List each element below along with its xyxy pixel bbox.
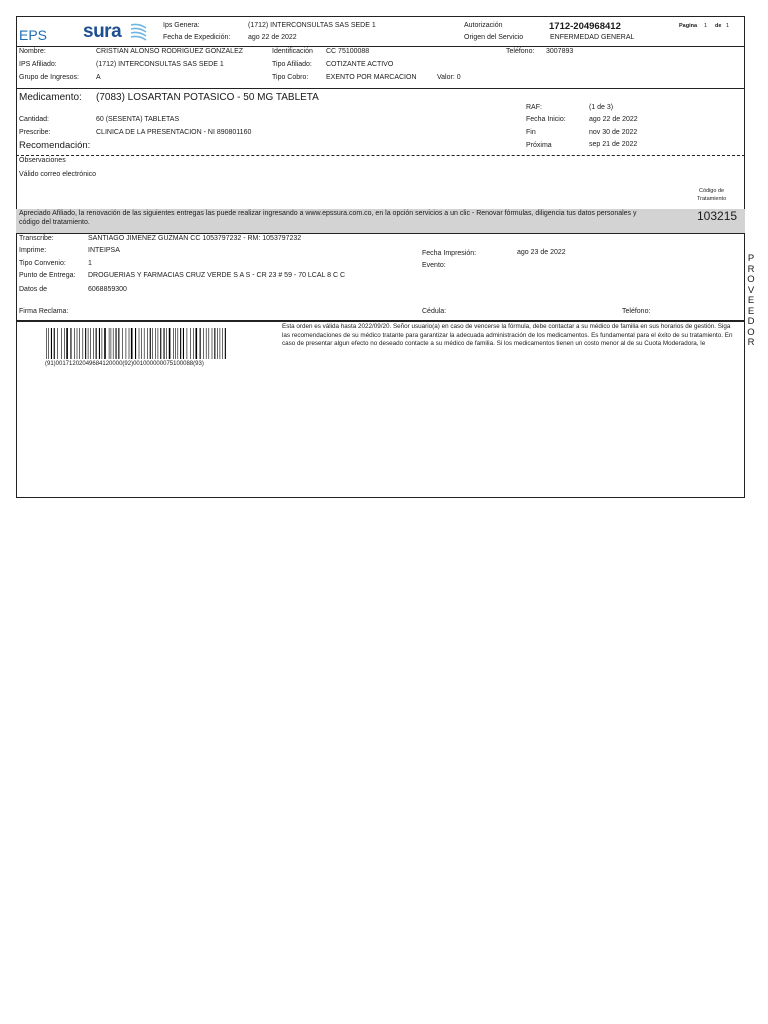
- barcode-bar: [93, 328, 94, 359]
- divider: [16, 46, 745, 47]
- barcode-bar: [64, 328, 65, 359]
- barcode-bar: [217, 328, 218, 359]
- barcode-bar: [141, 328, 142, 359]
- nombre-label: Nombre:: [19, 48, 46, 55]
- barcode-bar: [77, 328, 78, 359]
- barcode-bar: [111, 328, 112, 359]
- datos-label: Datos de: [19, 286, 48, 293]
- barcode-bar: [150, 328, 151, 359]
- barcode-text: (91)00171202049684120000(92)001000000075100088(93): [45, 361, 204, 367]
- cedula-label: Cédula:: [422, 308, 447, 315]
- barcode-bar: [57, 328, 58, 359]
- barcode-bar: [135, 328, 136, 359]
- barcode-bar: [96, 328, 97, 359]
- proxima-label: Próxima: [526, 142, 552, 149]
- divider: [16, 88, 745, 89]
- barcode-bar: [158, 328, 159, 359]
- barcode-bar: [178, 328, 179, 359]
- renewal-notice-line2: código del tratamiento.: [19, 219, 90, 226]
- barcode-bar: [203, 328, 204, 359]
- side-letter: D: [747, 316, 755, 327]
- eps-logo: EPS: [19, 27, 48, 43]
- barcode-bar: [180, 328, 181, 359]
- barcode-bar: [209, 328, 210, 359]
- barcode-bar: [212, 328, 213, 359]
- ips-genera-label: Ips Genera:: [163, 22, 200, 29]
- codigo-tratamiento-label: Tratamiento: [697, 196, 727, 202]
- divider: [16, 320, 745, 322]
- prescribe-label: Prescribe:: [19, 129, 51, 136]
- tipo-afiliado-label: Tipo Afiliado:: [272, 61, 312, 68]
- proveedor-vertical-label: [746, 254, 756, 349]
- origen-label: Origen del Servicio: [464, 34, 524, 41]
- barcode-bar: [144, 328, 145, 359]
- imprime-label: Imprime:: [19, 247, 47, 254]
- recomendacion-label: Recomendación:: [19, 140, 91, 151]
- medicamento-label: Medicamento:: [19, 92, 82, 103]
- fecha-inicio-value: ago 22 de 2022: [589, 116, 638, 123]
- cantidad-value: 60 (SESENTA) TABLETAS: [96, 116, 180, 123]
- barcode-bar: [200, 328, 201, 359]
- sura-wave-icon: [130, 22, 148, 42]
- pagina-total: 1: [726, 23, 730, 29]
- codigo-tratamiento-label: Código de: [699, 188, 725, 194]
- fecha-impresion-value: ago 23 de 2022: [517, 249, 566, 256]
- medicamento-value: (7083) LOSARTAN POTASICO - 50 MG TABLETA: [96, 92, 319, 103]
- tipo-convenio-label: Tipo Convenio:: [19, 260, 66, 267]
- observaciones-text: Válido correo electrónico: [19, 171, 97, 178]
- tipo-cobro-label: Tipo Cobro:: [272, 74, 309, 81]
- pagina-label: Pagina: [679, 23, 698, 29]
- tipo-convenio-value: 1: [88, 260, 92, 267]
- barcode-bar: [66, 328, 68, 359]
- barcode-bar: [79, 328, 80, 359]
- barcode-bar: [214, 328, 215, 359]
- fecha-expedicion-value: ago 22 de 2022: [248, 34, 297, 41]
- barcode-bar: [54, 328, 55, 359]
- nombre-value: CRISTIAN ALONSO RODRIGUEZ GONZALEZ: [96, 48, 244, 55]
- barcode-bar: [118, 328, 119, 359]
- barcode-bar: [61, 328, 62, 359]
- barcode-bar: [175, 328, 176, 359]
- fin-label: Fin: [526, 129, 536, 136]
- valor-label: Valor: 0: [437, 74, 461, 81]
- tipo-cobro-value: EXENTO POR MARCACION: [326, 74, 417, 81]
- barcode-bar: [173, 328, 174, 359]
- barcode-bar: [74, 328, 75, 359]
- punto-entrega-value: DROGUERIAS Y FARMACIAS CRUZ VERDE S A S - CR 23 # 59 - 70 LCAL 8 C C: [88, 272, 346, 279]
- barcode-bar: [196, 328, 198, 359]
- barcode-bar: [104, 328, 106, 359]
- barcode-bar: [187, 328, 188, 359]
- barcode-bar: [206, 328, 207, 359]
- ips-afiliado-label: IPS Afiliado:: [19, 61, 57, 68]
- autorizacion-number: 1712-204968412: [549, 21, 621, 32]
- firma-reclama-label: Firma Reclama:: [19, 308, 69, 315]
- punto-entrega-label: Punto de Entrega:: [19, 272, 76, 279]
- fecha-expedicion-label: Fecha de Expedición:: [163, 34, 231, 41]
- dashed-divider: [16, 155, 745, 156]
- barcode-bar: [225, 328, 226, 359]
- cantidad-label: Cantidad:: [19, 116, 49, 123]
- identificacion-label: Identificación: [272, 48, 313, 55]
- barcode-bar: [70, 328, 71, 359]
- tipo-afiliado-value: COTIZANTE ACTIVO: [326, 61, 394, 68]
- validity-note: Esta orden es válida hasta 2022/09/20. Señor usuario(a) en caso de vencerse la fórmula, debe contactar a su médico de familia en sus horarios de gestión. Siga las recomendaciones de su médico tratante para garantizar la adecuada administración de los medicamentos. Es fundamental para el éxito de su tratamiento. En caso de presentar algun efecto no deseado contacte a su médico de familia. Si los medicamentos tienen un costo menor al de su Cuota Moderadora, le: [282, 323, 733, 348]
- side-letter: V: [747, 284, 755, 296]
- barcode-bar: [183, 328, 184, 359]
- side-letter: R: [747, 337, 755, 348]
- side-letter: E: [747, 295, 755, 306]
- side-letter: P: [747, 253, 755, 264]
- side-letter: E: [747, 305, 755, 317]
- barcode-bar: [147, 328, 148, 359]
- side-letter: R: [747, 263, 755, 275]
- barcode-bar: [48, 328, 49, 359]
- barcode-bar: [102, 328, 103, 359]
- observaciones-label: Observaciones: [19, 157, 66, 164]
- renewal-notice-line1: Apreciado Afiliado, la renovación de las siguientes entregas las puede realizar ingresando a www.epssura.com.co, en la opción servicios a un clic - Renovar fórmulas, diligencia tus datos personales y: [19, 210, 637, 217]
- barcode-bar: [193, 328, 194, 359]
- barcode-bar: [116, 328, 117, 359]
- barcode-bar: [46, 328, 47, 359]
- imprime-value: INTEIPSA: [88, 247, 120, 254]
- side-letter: O: [747, 326, 755, 338]
- autorizacion-label: Autorización: [464, 22, 503, 29]
- barcode-bar: [129, 328, 130, 359]
- ips-genera-value: (1712) INTERCONSULTAS SAS SEDE 1: [248, 22, 376, 29]
- telefono-reclama-label: Teléfono:: [622, 308, 651, 315]
- proxima-value: sep 21 de 2022: [589, 141, 638, 148]
- side-letter: O: [747, 274, 755, 285]
- barcode-bar: [139, 328, 140, 359]
- barcode-bar: [160, 328, 161, 359]
- raf-label: RAF:: [526, 104, 542, 111]
- origen-value: ENFERMEDAD GENERAL: [550, 34, 635, 41]
- codigo-tratamiento-value: 103215: [697, 209, 738, 223]
- transcribe-value: SANTIAGO JIMENEZ GUZMAN CC 1053797232 - RM: 1053797232: [88, 235, 302, 242]
- barcode-bar: [88, 328, 89, 359]
- barcode-bar: [222, 328, 223, 359]
- telefono-label: Teléfono:: [506, 48, 535, 55]
- barcode-bar: [155, 328, 156, 359]
- pagina-number: 1: [704, 23, 708, 29]
- sura-logo: sura: [83, 21, 122, 42]
- fecha-impresion-label: Fecha Impresión:: [422, 250, 477, 257]
- barcode: [46, 328, 226, 359]
- barcode-bar: [51, 328, 52, 359]
- barcode-bar: [90, 328, 91, 359]
- grupo-ingresos-value: A: [96, 74, 101, 81]
- barcode-bar: [99, 328, 100, 359]
- ips-afiliado-value: (1712) INTERCONSULTAS SAS SEDE 1: [96, 61, 224, 68]
- datos-value: 6068859300: [88, 286, 127, 293]
- fecha-inicio-label: Fecha Inicio:: [526, 116, 566, 123]
- barcode-bar: [220, 328, 221, 359]
- barcode-bar: [169, 328, 171, 359]
- raf-value: (1 de 3): [589, 104, 614, 111]
- barcode-bar: [113, 328, 114, 359]
- prescribe-value: CLINICA DE LA PRESENTACION - NI 890801160: [96, 129, 252, 136]
- de-label: de: [715, 23, 722, 29]
- barcode-bar: [126, 328, 127, 359]
- grupo-ingresos-label: Grupo de Ingresos:: [19, 74, 79, 81]
- barcode-bar: [109, 328, 110, 359]
- identificacion-value: CC 75100088: [326, 48, 370, 55]
- barcode-bar: [164, 328, 165, 359]
- barcode-bar: [131, 328, 133, 359]
- barcode-bar: [152, 328, 153, 359]
- barcode-bar: [190, 328, 191, 359]
- telefono-value: 3007893: [546, 48, 574, 55]
- divider: [16, 233, 745, 234]
- barcode-bar: [85, 328, 86, 359]
- barcode-bar: [166, 328, 167, 359]
- barcode-bar: [122, 328, 123, 359]
- transcribe-label: Transcribe:: [19, 235, 54, 242]
- evento-label: Evento:: [422, 262, 446, 269]
- fin-value: nov 30 de 2022: [589, 129, 638, 136]
- barcode-bar: [83, 328, 84, 359]
